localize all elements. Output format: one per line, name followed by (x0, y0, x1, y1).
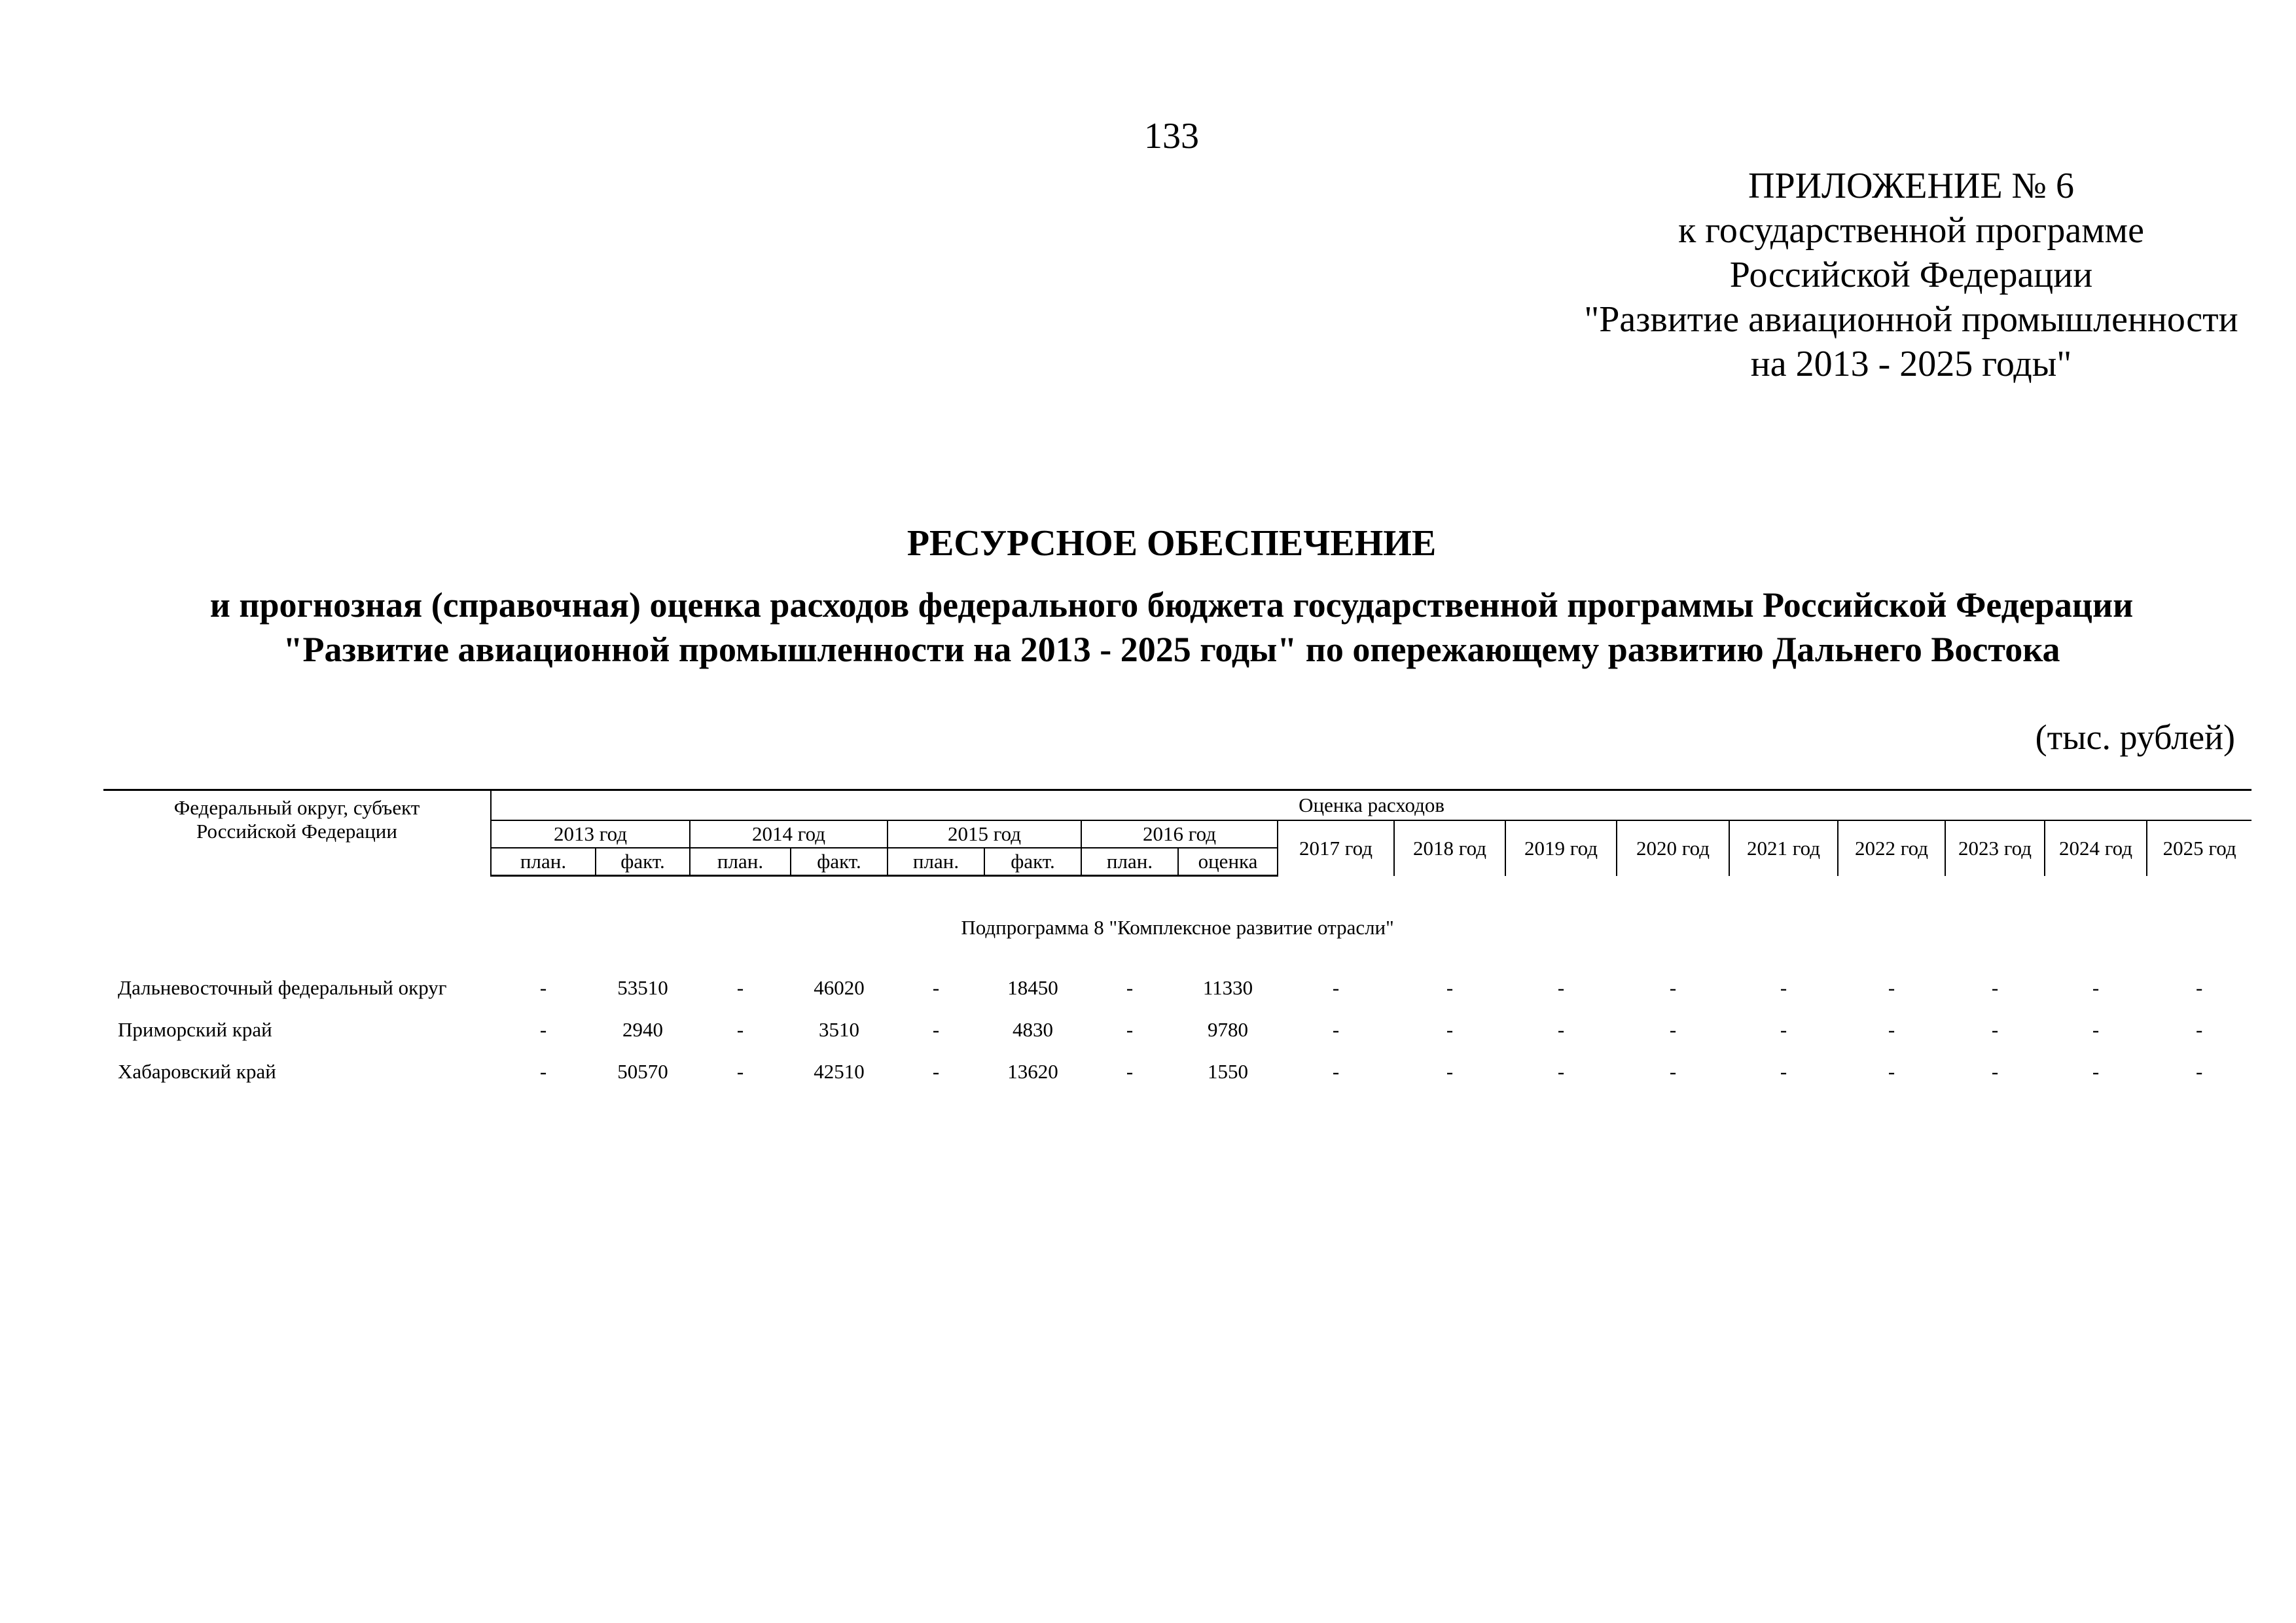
table-cell: - (539, 1060, 547, 1083)
estimate-header: Оценка расходов (491, 790, 2251, 821)
region-name: Дальневосточный федеральный округ (118, 976, 447, 999)
table-cell: - (1446, 976, 1454, 999)
table-cell: - (1780, 1018, 1787, 1041)
year-header: 2018 год (1394, 820, 1505, 876)
table-cell: 4830 (1013, 1018, 1053, 1041)
appendix-line: Российской Федерации (1729, 255, 2093, 295)
table-cell: - (1557, 1060, 1565, 1083)
table-cell: - (1780, 1060, 1787, 1083)
subtitle-line: и прогнозная (справочная) оценка расходов федерального бюджета государственной программы Российской Федерации (209, 585, 2134, 625)
table-cell: 11330 (1202, 976, 1253, 999)
region-header-line: Российской Федерации (196, 820, 397, 843)
year-header: 2025 год (2147, 820, 2251, 876)
table-cell: - (1126, 1018, 1134, 1041)
subprogram-title: Подпрограмма 8 "Комплексное развитие отрасли" (961, 916, 1394, 939)
table-cell: - (1332, 1018, 1340, 1041)
year-header: 2020 год (1617, 820, 1729, 876)
table-cell: - (2195, 1060, 2203, 1083)
resource-table (103, 789, 2251, 1093)
appendix-line: на 2013 - 2025 годы" (1750, 344, 2072, 384)
table-row (103, 1051, 2251, 1093)
table-cell: - (1888, 1018, 1895, 1041)
table-cell: 46020 (814, 976, 865, 999)
table-body (103, 876, 2251, 1093)
year-group-header: 2014 год (690, 820, 888, 848)
table-cell: - (1669, 976, 1677, 999)
table-cell: - (1991, 1060, 1999, 1083)
table-cell: 53510 (617, 976, 668, 999)
year-header: 2023 год (1945, 820, 2045, 876)
table-cell: - (2092, 976, 2100, 999)
appendix-line: "Развитие авиационной промышленности (1584, 299, 2238, 340)
table-cell: - (2092, 1018, 2100, 1041)
table-cell: - (1780, 976, 1787, 999)
table-cell: - (1446, 1060, 1454, 1083)
subtitle-line: "Развитие авиационной промышленности на 2013 - 2025 годы" по опережающему развитию Дальнего Востока (283, 630, 2060, 669)
table-cell: 1550 (1208, 1060, 1248, 1083)
year-header: 2024 год (2045, 820, 2147, 876)
table-cell: - (2195, 1018, 2203, 1041)
table-cell: - (539, 976, 547, 999)
appendix-heading: ПРИЛОЖЕНИЕ № 6 (1748, 166, 2074, 206)
table-cell: 50570 (617, 1060, 668, 1083)
fact-header: факт. (596, 848, 690, 876)
table-cell: 18450 (1007, 976, 1058, 999)
table-cell: - (1991, 1018, 1999, 1041)
fact-header: факт. (791, 848, 888, 876)
table-cell: - (1126, 976, 1134, 999)
table-cell: - (539, 1018, 547, 1041)
subprogram-row (103, 876, 2251, 968)
estimate-subheader: оценка (1178, 848, 1278, 876)
table-cell: - (1332, 976, 1340, 999)
plan-header: план. (888, 848, 984, 876)
year-header: 2022 год (1838, 820, 1945, 876)
table-row (103, 967, 2251, 1009)
table-cell: 3510 (819, 1018, 859, 1041)
table-header (103, 790, 2251, 876)
table-row (103, 1009, 2251, 1051)
region-header (103, 790, 491, 876)
table-cell: - (932, 1018, 940, 1041)
plan-header: план. (491, 848, 596, 876)
year-group-header: 2013 год (491, 820, 690, 848)
table-cell: - (1557, 1018, 1565, 1041)
document-title: РЕСУРСНОЕ ОБЕСПЕЧЕНИЕ (906, 523, 1437, 564)
table-cell: - (932, 1060, 940, 1083)
table-cell: - (1991, 976, 1999, 999)
fact-header: факт. (984, 848, 1081, 876)
units-label: (тыс. рублей) (2035, 718, 2235, 757)
year-header: 2017 год (1278, 820, 1394, 876)
table-cell: - (1669, 1060, 1677, 1083)
table-cell: - (736, 1018, 744, 1041)
table-cell: - (2195, 976, 2203, 999)
table-cell: 9780 (1208, 1018, 1248, 1041)
table-cell: - (1332, 1060, 1340, 1083)
table-cell: 13620 (1007, 1060, 1058, 1083)
table-cell: - (1888, 976, 1895, 999)
year-group-header: 2016 год (1081, 820, 1278, 848)
plan-header: план. (1081, 848, 1178, 876)
appendix-block (1505, 164, 2296, 386)
table-cell: 42510 (814, 1060, 865, 1083)
table-cell: - (1126, 1060, 1134, 1083)
year-group-header: 2015 год (888, 820, 1081, 848)
year-header: 2021 год (1729, 820, 1838, 876)
table-cell: - (2092, 1060, 2100, 1083)
table-cell: - (1557, 976, 1565, 999)
plan-header: план. (690, 848, 791, 876)
table-cell: - (932, 976, 940, 999)
region-header-line: Федеральный округ, субъект (173, 796, 420, 819)
appendix-line: к государственной программе (1678, 210, 2144, 251)
region-name: Хабаровский край (118, 1060, 276, 1083)
table-cell: - (736, 976, 744, 999)
table-cell: - (1669, 1018, 1677, 1041)
page-number: 133 (1144, 116, 1199, 156)
region-name: Приморский край (118, 1018, 272, 1041)
table-cell: - (1888, 1060, 1895, 1083)
year-header: 2019 год (1505, 820, 1617, 876)
table-cell: - (1446, 1018, 1454, 1041)
table-cell: - (736, 1060, 744, 1083)
document-subtitle (0, 583, 2296, 672)
table-cell: 2940 (622, 1018, 663, 1041)
